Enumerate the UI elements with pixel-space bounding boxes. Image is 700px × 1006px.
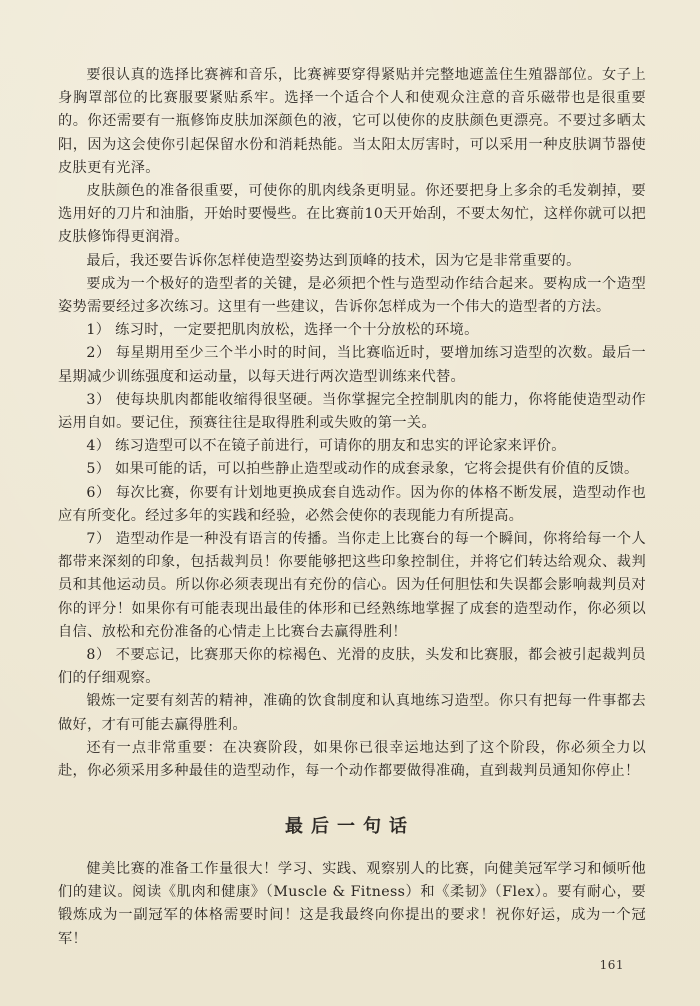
list-item-8: 8） 不要忘记，比赛那天你的棕褐色、光滑的皮肤，头发和比赛服，都会被引起裁判员们的仔细观察。 (58, 647, 646, 687)
paragraph-posing-technique-intro: 最后，我还要告诉你怎样使造型姿势达到顶峰的技术，因为它是非常重要的。 (86, 252, 581, 269)
list-item-4: 4） 练习造型可以不在镜子前进行，可请你的朋友和忠实的评论家来评价。 (86, 438, 566, 455)
paragraph-posing-key: 要成为一个极好的造型者的关键，是必须把个性与造型动作结合起来。要构成一个造型姿势需要经过多次练习。这里有一些建议，告诉你怎样成为一个伟大的造型者的方法。 (58, 275, 646, 316)
section-title: 最后一句话 (285, 816, 415, 837)
main-text-block (58, 64, 646, 783)
paragraph-training-spirit: 锻炼一定要有刻苦的精神，准确的饮食制度和认真地练习造型。你只有把每一件事都去做好，才有可能去赢得胜利。 (58, 693, 646, 733)
list-item-1: 1） 练习时，一定要把肌肉放松，选择一个十分放松的环境。 (86, 322, 479, 339)
list-item-5: 5） 如果可能的话，可以拍些静止造型或动作的成套录象，它将会提供有价值的反馈。 (86, 461, 639, 478)
closing-text-block (58, 858, 646, 951)
list-item-6: 6） 每次比赛，你要有计划地更换成套自选动作。因为你的体格不断发展，造型动作也应有所变化。经过多年的实践和经验，必然会使你的表现能力有所提高。 (58, 484, 646, 524)
list-item-3: 3） 使每块肌肉都能收缩得很坚硬。当你掌握完全控制肌肉的能力，你将能使造型动作运用自如。要记住，预赛往往是取得胜利或失败的第一关。 (58, 391, 646, 432)
list-item-7: 7） 造型动作是一种没有语言的传播。当你走上比赛台的每一个瞬间，你将给每一个人都带来深刻的印象，包括裁判员！你要能够把这些印象控制住，并将它们转达给观众、裁判员和其他运动员。所以你必须表现出有充份的信心。因为任何胆怯和失误都会影响裁判员对你的评分！如果你有可能表现出最佳的体形和已经熟练地掌握了成套的造型动作，你必须以自信、放松和充份准备的心情走上比赛台去赢得胜利！ (58, 531, 646, 640)
paragraph-finals: 还有一点非常重要：在决赛阶段，如果你已很幸运地达到了这个阶段，你必须全力以赴，你必须采用多种最佳的造型动作，每一个动作都要做得准确，直到裁判员通知你停止！ (58, 739, 646, 780)
paragraph-competition-attire: 要很认真的选择比赛裤和音乐，比赛裤要穿得紧贴并完整地遮盖住生殖器部位。女子上身胸罩部位的比赛服要紧贴系牢。选择一个适合个人和使观众注意的音乐磁带也是很重要的。你还需要有一瓶修饰皮肤加深颜色的液，它可以使你的皮肤颜色更漂亮。不要过多晒太阳，因为这会使你引起保留水份和消耗热能。当太阳太厉害时，可以采用一种皮肤调节器使皮肤更有光泽。 (58, 67, 646, 176)
list-item-2: 2） 每星期用至少三个半小时的时间，当比赛临近时，要增加练习造型的次数。最后一星期减少训练强度和运动量，以每天进行两次造型训练来代替。 (58, 345, 646, 385)
paragraph-closing: 健美比赛的准备工作量很大！学习、实践、观察别人的比赛，向健美冠军学习和倾听他们的建议。阅读《肌肉和健康》（Muscle & Fitness）和《柔韧》（Flex）。要有耐心，要锻炼成为一副冠军的体格需要时间！这是我最终向你提出的要求！祝你好运，成为一个冠军！ (58, 861, 646, 947)
page-number: 161 (599, 958, 624, 972)
paragraph-skin-color: 皮肤颜色的准备很重要，可使你的肌肉线条更明显。你还要把身上多余的毛发剃掉，要选用好的刀片和油脂，开始时要慢些。在比赛前10天开始刮，不要太匆忙，这样你就可以把皮肤修饰得更润滑。 (58, 183, 646, 246)
